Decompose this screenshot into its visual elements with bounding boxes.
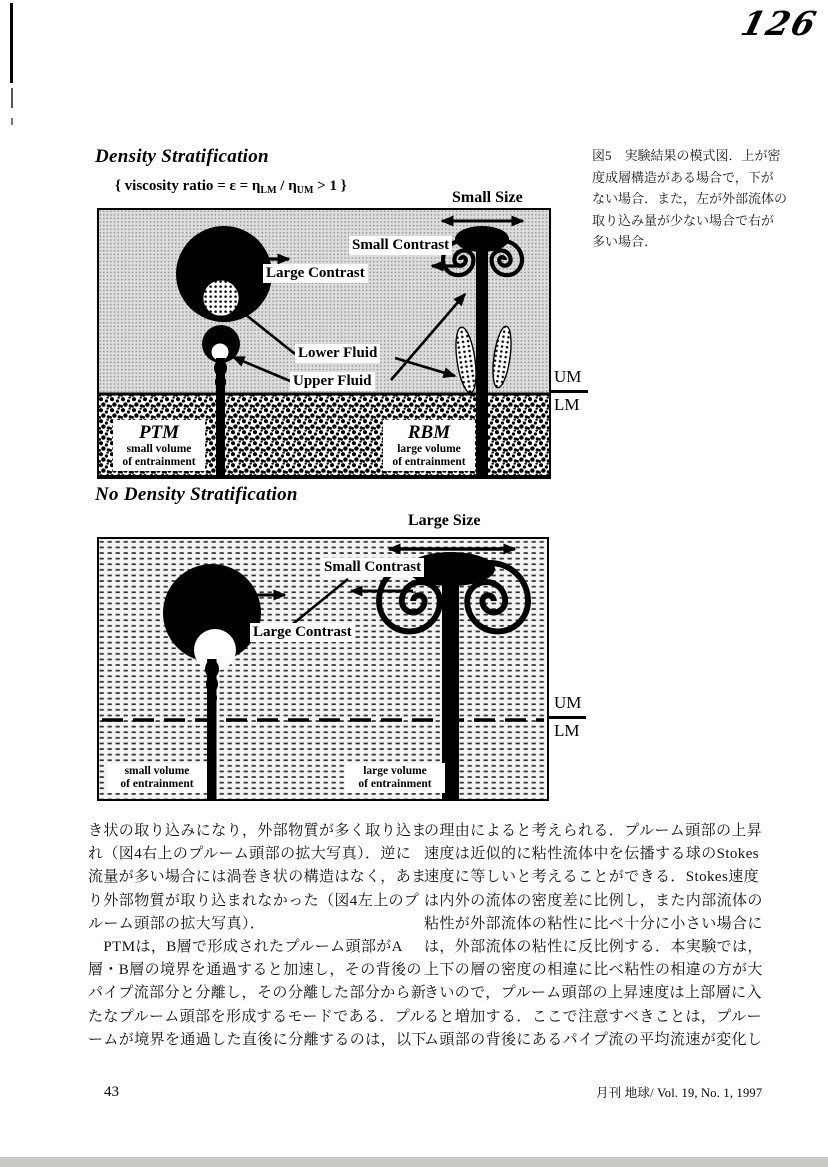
boundary-line-extension-2 [548,716,586,719]
conduit-bulge [206,676,218,692]
body-line: れ（図4右上のプルーム頭部の拡大写真）．逆に [88,846,412,863]
body-line: たなプルーム頭部を形成するモードである．プル [88,1008,426,1025]
body-line: の理由によると考えられる．プルーム頭部の上昇 [424,823,763,839]
body-line: ると増加する．ここで注意すべきことは，プルー [424,1008,762,1025]
conduit-bulge [205,660,219,678]
lower-fluid-label: Lower Fluid [295,344,380,363]
formula-mid: / η [276,178,297,194]
body-line: PTMは，B層で形成されたプルーム頭部がA [88,938,403,955]
upper-fluid-label: Upper Fluid [290,372,375,391]
body-line: 粘性が外部流体の粘性に比べ十分に小さい場合に [424,915,763,932]
small-volume-label [107,763,207,793]
body-line: は，外部流体の粘性に反比例する．本実験では， [424,938,763,955]
conduit-bulge [215,375,226,389]
body-line: り外部物質が取り込まれなかった（図4左上のプ [88,892,420,909]
body-line: ルーム頭部の拡大写真）． [88,915,266,932]
body-line: 層・B層の境界を通過すると加速し，その背後の [88,962,422,979]
scan-artifact-mark [11,88,13,108]
body-line: パイプ流部分と分離し，その分離した部分から新 [88,985,427,1002]
small-volume-line2: of entrainment [120,777,194,790]
body-line: き状の取り込みになり，外部物質が多く取り込ま [88,823,427,839]
rbm-line2: of entrainment [392,455,466,468]
body-line: は内外の流体の密度差に比例し，また内部流体の [424,892,763,909]
caption-line: 図5 実験結果の模式図．上が密 [592,148,781,163]
body-line: きいので，プルーム頭部の上昇速度は上部層に入 [424,985,762,1002]
section1-title: Density Stratification [95,146,269,167]
body-line: 速度は近似的に粘性流体中を伝播する球のStokes [424,846,760,863]
scan-artifact-dot [11,118,13,125]
lm-label-2: LM [554,721,580,740]
rbm-name: RBM [407,422,451,443]
small-volume-line1: small volume [124,765,190,777]
diagram-density-stratification [97,208,551,479]
page-number: 43 [104,1084,119,1100]
um-label-2: UM [554,693,582,712]
large-volume-line2: of entrainment [358,777,432,790]
formula-subscript-lm: LM [260,185,277,196]
caption-line: 多い場合． [592,234,658,249]
large-volume-line1: large volume [363,765,427,777]
conduit-bulge [207,691,217,705]
figure5-caption [592,145,788,253]
caption-line: ない場合．また，左が外部流体の [592,191,788,206]
ptm-line1: small volume [126,443,192,455]
body-text-left-column [88,820,427,1052]
section2-title: No Density Stratification [95,484,298,505]
right-plume-conduit [476,234,488,475]
diagram-no-density-stratification [97,537,549,801]
conduit-bulge [214,360,227,376]
boundary-line-extension-1 [550,390,588,393]
caption-line: 度成層構造がある場合で，下が [592,169,774,185]
body-line: 速度に等しいと考えることができる．Stokes速度 [424,869,760,886]
scan-artifact-bottom-bar [0,1157,828,1167]
body-line: ームが境界を通過した直後に分離するのは，以下 [88,1031,427,1048]
ptm-name: PTM [138,422,180,443]
small-size-label: Small Size [452,189,523,206]
body-text-right-column [424,820,763,1052]
handwritten-page-number: 126 [737,4,822,43]
scan-artifact-line [10,3,13,83]
large-contrast-label-2: Large Contrast [250,623,355,642]
large-size-label: Large Size [408,512,481,529]
unstratified-diagram-graphic [99,539,547,799]
formula-subscript-um: UM [296,185,314,196]
viscosity-ratio-formula [115,178,347,196]
journal-footer: 月刊 地球/ Vol. 19, No. 1, 1997 [596,1086,763,1100]
body-line: 流量が多い場合には渦巻き状の構造はなく，あま [88,869,427,886]
rbm-line1: large volume [397,443,461,455]
rbm-mode-label [383,420,475,471]
small-contrast-label-2: Small Contrast [321,558,424,577]
formula-prefix: { viscosity ratio = ε = η [115,178,261,194]
ptm-line2: of entrainment [122,455,196,468]
lm-label-1: LM [554,395,580,414]
large-contrast-label: Large Contrast [263,264,368,283]
ptm-mode-label [113,420,205,471]
small-contrast-label: Small Contrast [349,236,452,255]
entrained-lower-fluid-core [203,280,239,316]
entrained-upper-fluid-core [212,344,229,361]
large-volume-label [345,763,445,793]
um-label-1: UM [554,367,582,386]
body-line: ム頭部の背後にあるパイプ流の平均流速が変化し [424,1031,763,1048]
formula-suffix: > 1 } [313,178,347,194]
caption-line: 取り込み量が少ない場合で右が [592,212,775,228]
body-line: 上下の層の密度の相違に比べ粘性の相違の方が大 [424,962,763,979]
